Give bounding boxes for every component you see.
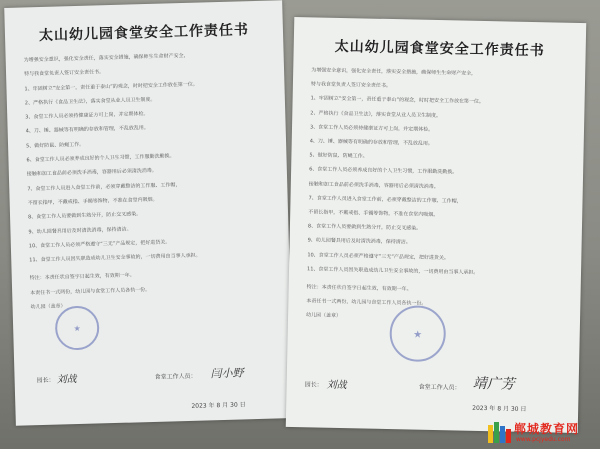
paragraph: 1、牢固树立“安全第一，责任重于泰山”的观念，时时把安全工作放在第一位。 — [24, 81, 198, 93]
official-seal-icon — [53, 303, 102, 352]
staff-label: 食堂工作人员： — [418, 383, 461, 392]
paragraph: 11、食堂工作人员因失职造成幼儿卫生安全事故的，一切费用由当事人承担。 — [306, 266, 479, 276]
paragraph: 4、刀、锤、器械等有明确的存放和管理，不乱放乱用。 — [309, 138, 433, 147]
site-watermark — [484, 417, 596, 447]
paragraph: 幼儿园（盖章） — [306, 312, 342, 320]
paragraph: 9、幼儿园餐具用后及时清洗消毒，保持清洁。 — [28, 226, 132, 235]
paragraph: 2、严格执行《食品卫生法》，落实食堂从业人员卫生制度。 — [24, 96, 156, 107]
paragraph: 特注：本责任状自签字日起生效，有效期一年。 — [306, 284, 412, 293]
paragraph: 为增强安全意识，强化安全责任，落实安全措施，确保师生生命财产安全， — [311, 67, 477, 77]
principal-label: 园长： — [36, 376, 55, 385]
left-document — [4, 0, 294, 426]
paragraph: 7、食堂工作人员进入食堂工作前，必须穿戴整洁的工作服、工作帽， — [27, 181, 181, 193]
watermark-name: 郸城教育网 — [514, 422, 580, 436]
staff-signature: 闫小野 — [210, 366, 244, 381]
document-title: 太山幼儿园食堂安全工作责任书 — [38, 22, 250, 44]
paragraph: 9、幼儿园餐具用后及时清洗消毒，保持清洁。 — [307, 237, 411, 246]
paragraph: 5、做好防鼠、防蝇工作。 — [26, 141, 85, 150]
paragraph: 特注：本责任状自签字日起生效，有效期一年。 — [29, 272, 135, 282]
principal-signature: 刘战 — [326, 379, 347, 392]
paragraph: 4、刀、锤、器械等有明确的存放和管理，不乱放乱用。 — [25, 125, 149, 135]
paragraph: 8、食堂工作人员要做到生熟分开，防止交叉感染。 — [307, 223, 422, 232]
paragraph: 接触和加工食品前必须洗手消毒，容器用后必须清洗消毒。 — [308, 180, 439, 190]
paragraph: 6、食堂工作人员必须养成良好的个人卫生习惯，工作服勤洗勤换。 — [26, 153, 175, 164]
paragraph: 5、做好防鼠、防蝇工作。 — [309, 152, 368, 160]
official-seal-icon — [387, 303, 448, 364]
principal-signature: 刘战 — [56, 374, 77, 386]
signing-date: 2023 年 8 月 30 日 — [191, 401, 246, 410]
paragraph: 为增强安全意识，强化安全责任，落实安全措施，确保师生生命财产安全， — [23, 52, 189, 64]
paragraph: 11、食堂工作人员因失职造成幼儿卫生安全事故的，一切费用由当事人承担。 — [29, 252, 201, 264]
paragraph: 幼儿园（盖章） — [30, 303, 66, 311]
signing-date: 2023 年 8 月 30 日 — [472, 404, 527, 413]
document-body — [288, 55, 586, 329]
staff-label: 食堂工作人员： — [154, 372, 197, 381]
books-logo-icon — [486, 419, 512, 445]
principal-label: 园长： — [304, 381, 323, 389]
paragraph: 8、食堂工作人员要做到生熟分开，防止交叉感染。 — [27, 211, 142, 221]
paragraph: 3、食堂工作人员必须持健康证方可上岗，并定期体检。 — [309, 124, 434, 133]
paragraph: 7、食堂工作人员进入食堂工作前，必须穿戴整洁的工作服、工作帽， — [308, 195, 462, 205]
staff-signature: 靖广芳 — [472, 375, 515, 393]
paragraph: 1、牢固树立“安全第一，责任重于泰山”的观念，时时把安全工作放在第一位。 — [310, 95, 485, 106]
paragraph: 2、严格执行《食品卫生法》，落实食堂从业人员卫生制度。 — [310, 109, 442, 119]
paragraph: 不留长指甲，不戴戒指、手镯等饰物，不准在食堂内吸烟。 — [308, 209, 439, 219]
svg-text:★: ★ — [413, 329, 423, 341]
right-document — [286, 17, 587, 433]
paragraph: 10、食堂工作人员必须严格遵守“三无”产品规定，把好进货关。 — [307, 251, 449, 261]
paragraph: 本责任书一式两份，幼儿园与食堂工作人员各执一份。 — [30, 286, 151, 297]
paragraph: 6、食堂工作人员必须养成良好的个人卫生习惯，工作服勤洗勤换。 — [309, 166, 458, 176]
paragraph: 10、食堂工作人员必须严格遵守“三无”产品规定，把好进货关。 — [28, 239, 171, 250]
document-title: 太山幼儿园食堂安全工作责任书 — [334, 38, 545, 60]
paragraph: 接触和加工食品前必须洗手消毒，容器用后必须清洗消毒。 — [26, 168, 157, 178]
paragraph: 特与我食堂负责人签订安全责任书。 — [310, 81, 391, 90]
paragraph: 3、食堂工作人员必须持健康证方可上岗，并定期体检。 — [25, 111, 149, 121]
document-body — [5, 38, 290, 315]
paragraph: 特与我食堂负责人签订安全责任书。 — [24, 69, 105, 78]
paragraph: 本责任书一式两份，幼儿园与食堂工作人员各执一份。 — [306, 298, 427, 308]
watermark-url: www.pcjyedu.com — [516, 436, 571, 443]
svg-text:★: ★ — [73, 323, 81, 334]
paragraph: 不留长指甲，不戴戒指、手镯等饰物，不准在食堂内吸烟。 — [27, 196, 158, 207]
